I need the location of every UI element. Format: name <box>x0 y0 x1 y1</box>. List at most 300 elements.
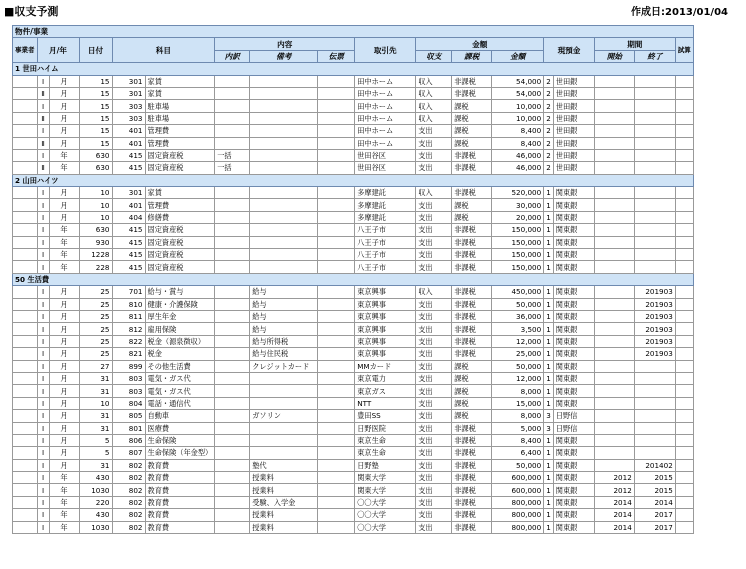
cell-cash-name[interactable]: 関東銀 <box>553 521 594 533</box>
cell-business[interactable]: Ⅰ <box>37 509 49 521</box>
cell-account-name[interactable]: 教育費 <box>145 472 215 484</box>
cell-day[interactable]: 10 <box>79 199 112 211</box>
cell-period-end[interactable]: 201903 <box>634 298 675 310</box>
cell-detail[interactable] <box>215 496 250 508</box>
cell-month-year[interactable]: 月 <box>49 187 79 199</box>
cell-period-end[interactable] <box>634 410 675 422</box>
cell-account-code[interactable]: 301 <box>112 75 145 87</box>
cell-tax[interactable]: 非課税 <box>452 496 492 508</box>
cell-tax[interactable]: 課税 <box>452 410 492 422</box>
cell-account-name[interactable]: 教育費 <box>145 496 215 508</box>
cell-business[interactable]: Ⅰ <box>37 286 49 298</box>
cell-cash-name[interactable]: 関東銀 <box>553 199 594 211</box>
cell-inout[interactable]: 支出 <box>416 422 452 434</box>
cell-cash-name[interactable]: 世田銀 <box>553 137 594 149</box>
cell-partner[interactable]: 豊田SS <box>355 410 416 422</box>
cell-slip[interactable] <box>318 335 355 347</box>
cell-business[interactable]: Ⅰ <box>37 472 49 484</box>
cell-period-end[interactable]: 201903 <box>634 335 675 347</box>
cell-detail[interactable] <box>215 509 250 521</box>
cell-inout[interactable]: 支出 <box>416 199 452 211</box>
cell-account-name[interactable]: 固定資産税 <box>145 236 215 248</box>
cell-trial[interactable] <box>675 410 693 422</box>
cell-account-code[interactable]: 802 <box>112 496 145 508</box>
cell-partner[interactable]: 東京興事 <box>355 286 416 298</box>
cell-tax[interactable]: 非課税 <box>452 459 492 471</box>
cell-cash-no[interactable]: 2 <box>544 75 554 87</box>
cell-cash-no[interactable]: 1 <box>544 509 554 521</box>
cell-inout[interactable]: 収入 <box>416 87 452 99</box>
cell-inout[interactable]: 支出 <box>416 224 452 236</box>
cell-month-year[interactable]: 月 <box>49 459 79 471</box>
cell-tax[interactable]: 課税 <box>452 385 492 397</box>
cell-slip[interactable] <box>318 125 355 137</box>
cell-detail[interactable] <box>215 459 250 471</box>
cell-account-name[interactable]: 固定資産税 <box>145 149 215 161</box>
cell-period-start[interactable] <box>594 249 634 261</box>
cell-account-code[interactable]: 802 <box>112 521 145 533</box>
cell-day[interactable]: 25 <box>79 323 112 335</box>
cell-period-end[interactable]: 201903 <box>634 348 675 360</box>
cell-period-end[interactable] <box>634 75 675 87</box>
cell-month-year[interactable]: 月 <box>49 434 79 446</box>
cell-partner[interactable]: 東京興事 <box>355 298 416 310</box>
cell-note[interactable]: 給与 <box>250 323 318 335</box>
cell-cash-no[interactable]: 2 <box>544 125 554 137</box>
cell-day[interactable]: 630 <box>79 149 112 161</box>
cell-inout[interactable]: 支出 <box>416 385 452 397</box>
cell-cash-no[interactable]: 1 <box>544 323 554 335</box>
cell-cash-no[interactable]: 1 <box>544 521 554 533</box>
cell-trial[interactable] <box>675 286 693 298</box>
cell-amount[interactable]: 46,000 <box>492 162 544 174</box>
cell-month-year[interactable]: 月 <box>49 310 79 322</box>
cell-partner[interactable]: 田中ホーム <box>355 100 416 112</box>
cell-slip[interactable] <box>318 310 355 322</box>
cell-month-year[interactable]: 月 <box>49 385 79 397</box>
cell-partner[interactable]: 田中ホーム <box>355 75 416 87</box>
cell-business[interactable]: Ⅰ <box>37 199 49 211</box>
cell-tax[interactable]: 課税 <box>452 137 492 149</box>
cell-cash-no[interactable]: 2 <box>544 100 554 112</box>
cell-day[interactable]: 1030 <box>79 521 112 533</box>
cell-month-year[interactable]: 月 <box>49 397 79 409</box>
cell-inout[interactable]: 支出 <box>416 298 452 310</box>
cell-trial[interactable] <box>675 249 693 261</box>
cell-trial[interactable] <box>675 162 693 174</box>
cell-day[interactable]: 10 <box>79 397 112 409</box>
cell-account-code[interactable]: 404 <box>112 211 145 223</box>
cell-day[interactable]: 930 <box>79 236 112 248</box>
cell-detail[interactable] <box>215 75 250 87</box>
cell-account-name[interactable]: 雇用保険 <box>145 323 215 335</box>
cell-day[interactable]: 10 <box>79 187 112 199</box>
cell-slip[interactable] <box>318 422 355 434</box>
cell-trial[interactable] <box>675 397 693 409</box>
cell-tax[interactable]: 非課税 <box>452 521 492 533</box>
cell-detail[interactable] <box>215 137 250 149</box>
cell-account-name[interactable]: 固定資産税 <box>145 224 215 236</box>
cell-cash-no[interactable]: 1 <box>544 496 554 508</box>
cell-cash-name[interactable]: 関東銀 <box>553 286 594 298</box>
cell-amount[interactable]: 54,000 <box>492 87 544 99</box>
cell-detail[interactable] <box>215 521 250 533</box>
cell-cash-no[interactable]: 1 <box>544 298 554 310</box>
cell-business[interactable]: Ⅰ <box>37 187 49 199</box>
cell-cash-no[interactable]: 1 <box>544 360 554 372</box>
cell-trial[interactable] <box>675 199 693 211</box>
cell-period-start[interactable] <box>594 261 634 273</box>
cell-month-year[interactable]: 月 <box>49 372 79 384</box>
cell-tax[interactable]: 課税 <box>452 199 492 211</box>
cell-month-year[interactable]: 月 <box>49 87 79 99</box>
cell-tax[interactable]: 非課税 <box>452 187 492 199</box>
cell-account-code[interactable]: 803 <box>112 372 145 384</box>
cell-period-end[interactable] <box>634 125 675 137</box>
cell-note[interactable] <box>250 137 318 149</box>
cell-cash-name[interactable]: 関東銀 <box>553 323 594 335</box>
cell-amount[interactable]: 800,000 <box>492 521 544 533</box>
cell-period-end[interactable] <box>634 112 675 124</box>
cell-period-start[interactable] <box>594 100 634 112</box>
cell-amount[interactable]: 8,400 <box>492 125 544 137</box>
cell-partner[interactable]: 日野医院 <box>355 422 416 434</box>
cell-detail[interactable] <box>215 323 250 335</box>
cell-trial[interactable] <box>675 385 693 397</box>
cell-business[interactable]: Ⅰ <box>37 397 49 409</box>
cell-period-end[interactable]: 2017 <box>634 509 675 521</box>
cell-cash-no[interactable]: 1 <box>544 236 554 248</box>
cell-partner[interactable]: 八王子市 <box>355 224 416 236</box>
cell-note[interactable] <box>250 397 318 409</box>
cell-detail[interactable]: 一括 <box>215 149 250 161</box>
cell-note[interactable] <box>250 112 318 124</box>
cell-note[interactable]: 授業料 <box>250 521 318 533</box>
cell-cash-name[interactable]: 関東銀 <box>553 261 594 273</box>
cell-slip[interactable] <box>318 434 355 446</box>
cell-business[interactable]: Ⅰ <box>37 249 49 261</box>
cell-business[interactable]: Ⅰ <box>37 236 49 248</box>
cell-account-code[interactable]: 807 <box>112 447 145 459</box>
cell-day[interactable]: 15 <box>79 75 112 87</box>
cell-cash-name[interactable]: 関東銀 <box>553 509 594 521</box>
cell-inout[interactable]: 支出 <box>416 236 452 248</box>
cell-inout[interactable]: 支出 <box>416 125 452 137</box>
cell-month-year[interactable]: 年 <box>49 509 79 521</box>
cell-period-start[interactable] <box>594 286 634 298</box>
cell-account-name[interactable]: その他生活費 <box>145 360 215 372</box>
cell-note[interactable]: 授業料 <box>250 509 318 521</box>
cell-trial[interactable] <box>675 211 693 223</box>
cell-day[interactable]: 25 <box>79 298 112 310</box>
cell-slip[interactable] <box>318 286 355 298</box>
cell-cash-name[interactable]: 関東銀 <box>553 484 594 496</box>
cell-period-end[interactable]: 201903 <box>634 323 675 335</box>
cell-cash-name[interactable]: 関東銀 <box>553 434 594 446</box>
cell-cash-no[interactable]: 1 <box>544 249 554 261</box>
cell-trial[interactable] <box>675 372 693 384</box>
cell-period-start[interactable] <box>594 360 634 372</box>
cell-tax[interactable]: 非課税 <box>452 509 492 521</box>
cell-period-end[interactable] <box>634 372 675 384</box>
cell-account-name[interactable]: 生命保険（年金型） <box>145 447 215 459</box>
cell-detail[interactable] <box>215 348 250 360</box>
cell-trial[interactable] <box>675 187 693 199</box>
cell-account-name[interactable]: 駐車場 <box>145 112 215 124</box>
cell-tax[interactable]: 非課税 <box>452 323 492 335</box>
cell-slip[interactable] <box>318 472 355 484</box>
cell-business[interactable]: Ⅰ <box>37 447 49 459</box>
cell-period-end[interactable]: 2014 <box>634 496 675 508</box>
cell-tax[interactable]: 非課税 <box>452 249 492 261</box>
cell-inout[interactable]: 支出 <box>416 323 452 335</box>
cell-inout[interactable]: 支出 <box>416 509 452 521</box>
cell-partner[interactable]: 東京興事 <box>355 335 416 347</box>
cell-slip[interactable] <box>318 459 355 471</box>
cell-business[interactable]: Ⅰ <box>37 521 49 533</box>
cell-trial[interactable] <box>675 125 693 137</box>
cell-month-year[interactable]: 年 <box>49 249 79 261</box>
cell-inout[interactable]: 収入 <box>416 112 452 124</box>
cell-tax[interactable]: 非課税 <box>452 447 492 459</box>
cell-business[interactable]: Ⅱ <box>37 137 49 149</box>
cell-period-start[interactable] <box>594 236 634 248</box>
cell-cash-no[interactable]: 3 <box>544 410 554 422</box>
cell-detail[interactable] <box>215 298 250 310</box>
cell-day[interactable]: 630 <box>79 162 112 174</box>
cell-tax[interactable]: 課税 <box>452 211 492 223</box>
cell-cash-name[interactable]: 関東銀 <box>553 187 594 199</box>
cell-cash-no[interactable]: 2 <box>544 162 554 174</box>
cell-partner[interactable]: 東京興事 <box>355 348 416 360</box>
cell-business[interactable]: Ⅰ <box>37 310 49 322</box>
cell-amount[interactable]: 600,000 <box>492 484 544 496</box>
cell-inout[interactable]: 支出 <box>416 434 452 446</box>
cell-period-start[interactable] <box>594 125 634 137</box>
cell-cash-no[interactable]: 1 <box>544 224 554 236</box>
cell-detail[interactable] <box>215 224 250 236</box>
cell-account-code[interactable]: 802 <box>112 484 145 496</box>
cell-period-start[interactable] <box>594 397 634 409</box>
cell-slip[interactable] <box>318 100 355 112</box>
cell-month-year[interactable]: 月 <box>49 137 79 149</box>
cell-account-name[interactable]: 管理費 <box>145 125 215 137</box>
cell-period-start[interactable] <box>594 211 634 223</box>
cell-partner[interactable]: 〇〇大学 <box>355 521 416 533</box>
cell-cash-name[interactable]: 関東銀 <box>553 249 594 261</box>
cell-partner[interactable]: 東京生命 <box>355 434 416 446</box>
cell-period-start[interactable]: 2014 <box>594 521 634 533</box>
cell-detail[interactable] <box>215 261 250 273</box>
cell-slip[interactable] <box>318 447 355 459</box>
cell-partner[interactable]: 東京電力 <box>355 372 416 384</box>
cell-month-year[interactable]: 年 <box>49 261 79 273</box>
cell-period-start[interactable] <box>594 162 634 174</box>
cell-inout[interactable]: 支出 <box>416 360 452 372</box>
cell-inout[interactable]: 支出 <box>416 484 452 496</box>
cell-account-name[interactable]: 電話・通信代 <box>145 397 215 409</box>
cell-month-year[interactable]: 月 <box>49 199 79 211</box>
cell-note[interactable] <box>250 199 318 211</box>
cell-detail[interactable] <box>215 310 250 322</box>
cell-account-code[interactable]: 401 <box>112 125 145 137</box>
cell-trial[interactable] <box>675 496 693 508</box>
cell-partner[interactable]: NTT <box>355 397 416 409</box>
cell-amount[interactable]: 46,000 <box>492 149 544 161</box>
cell-inout[interactable]: 支出 <box>416 211 452 223</box>
cell-trial[interactable] <box>675 137 693 149</box>
cell-day[interactable]: 15 <box>79 137 112 149</box>
cell-account-name[interactable]: 電気・ガス代 <box>145 385 215 397</box>
cell-tax[interactable]: 非課税 <box>452 434 492 446</box>
cell-note[interactable] <box>250 75 318 87</box>
cell-cash-no[interactable]: 1 <box>544 199 554 211</box>
cell-partner[interactable]: 田中ホーム <box>355 87 416 99</box>
cell-detail[interactable] <box>215 211 250 223</box>
cell-account-code[interactable]: 401 <box>112 137 145 149</box>
cell-period-end[interactable] <box>634 236 675 248</box>
cell-day[interactable]: 15 <box>79 112 112 124</box>
cell-business[interactable]: Ⅰ <box>37 261 49 273</box>
cell-account-name[interactable]: 家賃 <box>145 187 215 199</box>
cell-note[interactable] <box>250 149 318 161</box>
cell-trial[interactable] <box>675 298 693 310</box>
cell-cash-no[interactable]: 1 <box>544 434 554 446</box>
cell-cash-name[interactable]: 関東銀 <box>553 310 594 322</box>
cell-trial[interactable] <box>675 149 693 161</box>
cell-month-year[interactable]: 年 <box>49 484 79 496</box>
cell-tax[interactable]: 課税 <box>452 112 492 124</box>
cell-note[interactable] <box>250 372 318 384</box>
cell-inout[interactable]: 支出 <box>416 459 452 471</box>
cell-period-start[interactable] <box>594 112 634 124</box>
cell-slip[interactable] <box>318 149 355 161</box>
cell-account-code[interactable]: 303 <box>112 100 145 112</box>
cell-detail[interactable] <box>215 112 250 124</box>
cell-amount[interactable]: 150,000 <box>492 261 544 273</box>
cell-inout[interactable]: 収入 <box>416 100 452 112</box>
cell-day[interactable]: 15 <box>79 87 112 99</box>
cell-cash-name[interactable]: 日野信 <box>553 422 594 434</box>
cell-period-start[interactable] <box>594 410 634 422</box>
cell-cash-no[interactable]: 3 <box>544 422 554 434</box>
cell-period-end[interactable] <box>634 137 675 149</box>
cell-inout[interactable]: 支出 <box>416 472 452 484</box>
cell-cash-name[interactable]: 世田銀 <box>553 87 594 99</box>
cell-period-end[interactable] <box>634 434 675 446</box>
cell-tax[interactable]: 非課税 <box>452 335 492 347</box>
cell-amount[interactable]: 5,000 <box>492 422 544 434</box>
cell-slip[interactable] <box>318 261 355 273</box>
cell-detail[interactable] <box>215 447 250 459</box>
cell-month-year[interactable]: 年 <box>49 496 79 508</box>
cell-business[interactable]: Ⅰ <box>37 298 49 310</box>
cell-amount[interactable]: 12,000 <box>492 335 544 347</box>
cell-detail[interactable] <box>215 397 250 409</box>
cell-note[interactable]: 給与所得税 <box>250 335 318 347</box>
cell-cash-name[interactable]: 関東銀 <box>553 459 594 471</box>
cell-period-start[interactable] <box>594 323 634 335</box>
cell-note[interactable] <box>250 249 318 261</box>
cell-note[interactable] <box>250 100 318 112</box>
cell-account-code[interactable]: 415 <box>112 236 145 248</box>
cell-inout[interactable]: 支出 <box>416 137 452 149</box>
cell-slip[interactable] <box>318 187 355 199</box>
cell-period-end[interactable] <box>634 249 675 261</box>
cell-inout[interactable]: 支出 <box>416 372 452 384</box>
cell-cash-name[interactable]: 関東銀 <box>553 211 594 223</box>
cell-trial[interactable] <box>675 236 693 248</box>
cell-slip[interactable] <box>318 75 355 87</box>
cell-partner[interactable]: 東京生命 <box>355 447 416 459</box>
cell-inout[interactable]: 収入 <box>416 286 452 298</box>
cell-business[interactable]: Ⅰ <box>37 459 49 471</box>
cell-period-end[interactable]: 201903 <box>634 310 675 322</box>
cell-note[interactable] <box>250 434 318 446</box>
cell-partner[interactable]: 田中ホーム <box>355 125 416 137</box>
cell-day[interactable]: 15 <box>79 125 112 137</box>
cell-account-code[interactable]: 811 <box>112 310 145 322</box>
cell-day[interactable]: 31 <box>79 459 112 471</box>
cell-slip[interactable] <box>318 162 355 174</box>
cell-slip[interactable] <box>318 496 355 508</box>
cell-period-start[interactable]: 2012 <box>594 472 634 484</box>
cell-trial[interactable] <box>675 484 693 496</box>
cell-account-code[interactable]: 802 <box>112 472 145 484</box>
cell-trial[interactable] <box>675 348 693 360</box>
cell-note[interactable]: クレジットカード <box>250 360 318 372</box>
cell-period-start[interactable]: 2014 <box>594 496 634 508</box>
cell-account-code[interactable]: 804 <box>112 397 145 409</box>
cell-account-code[interactable]: 812 <box>112 323 145 335</box>
cell-period-start[interactable] <box>594 385 634 397</box>
cell-slip[interactable] <box>318 323 355 335</box>
cell-note[interactable]: 授業料 <box>250 484 318 496</box>
cell-month-year[interactable]: 月 <box>49 112 79 124</box>
cell-account-code[interactable]: 802 <box>112 459 145 471</box>
cell-tax[interactable]: 非課税 <box>452 87 492 99</box>
cell-account-name[interactable]: 教育費 <box>145 484 215 496</box>
cell-account-code[interactable]: 801 <box>112 422 145 434</box>
cell-cash-no[interactable]: 2 <box>544 112 554 124</box>
cell-account-code[interactable]: 415 <box>112 149 145 161</box>
cell-day[interactable]: 25 <box>79 335 112 347</box>
cell-account-code[interactable]: 802 <box>112 509 145 521</box>
cell-amount[interactable]: 450,000 <box>492 286 544 298</box>
cell-tax[interactable]: 課税 <box>452 397 492 409</box>
cell-period-end[interactable] <box>634 187 675 199</box>
cell-period-start[interactable] <box>594 75 634 87</box>
cell-trial[interactable] <box>675 422 693 434</box>
cell-account-name[interactable]: 管理費 <box>145 199 215 211</box>
cell-partner[interactable]: 八王子市 <box>355 249 416 261</box>
cell-inout[interactable]: 支出 <box>416 348 452 360</box>
cell-amount[interactable]: 8,000 <box>492 385 544 397</box>
cell-note[interactable] <box>250 236 318 248</box>
cell-inout[interactable]: 支出 <box>416 261 452 273</box>
cell-cash-name[interactable]: 日野信 <box>553 410 594 422</box>
cell-month-year[interactable]: 月 <box>49 211 79 223</box>
cell-cash-no[interactable]: 2 <box>544 137 554 149</box>
cell-month-year[interactable]: 月 <box>49 100 79 112</box>
cell-period-end[interactable] <box>634 360 675 372</box>
cell-cash-name[interactable]: 関東銀 <box>553 496 594 508</box>
cell-amount[interactable]: 36,000 <box>492 310 544 322</box>
cell-slip[interactable] <box>318 410 355 422</box>
cell-cash-no[interactable]: 1 <box>544 261 554 273</box>
cell-business[interactable]: Ⅰ <box>37 372 49 384</box>
cell-slip[interactable] <box>318 87 355 99</box>
